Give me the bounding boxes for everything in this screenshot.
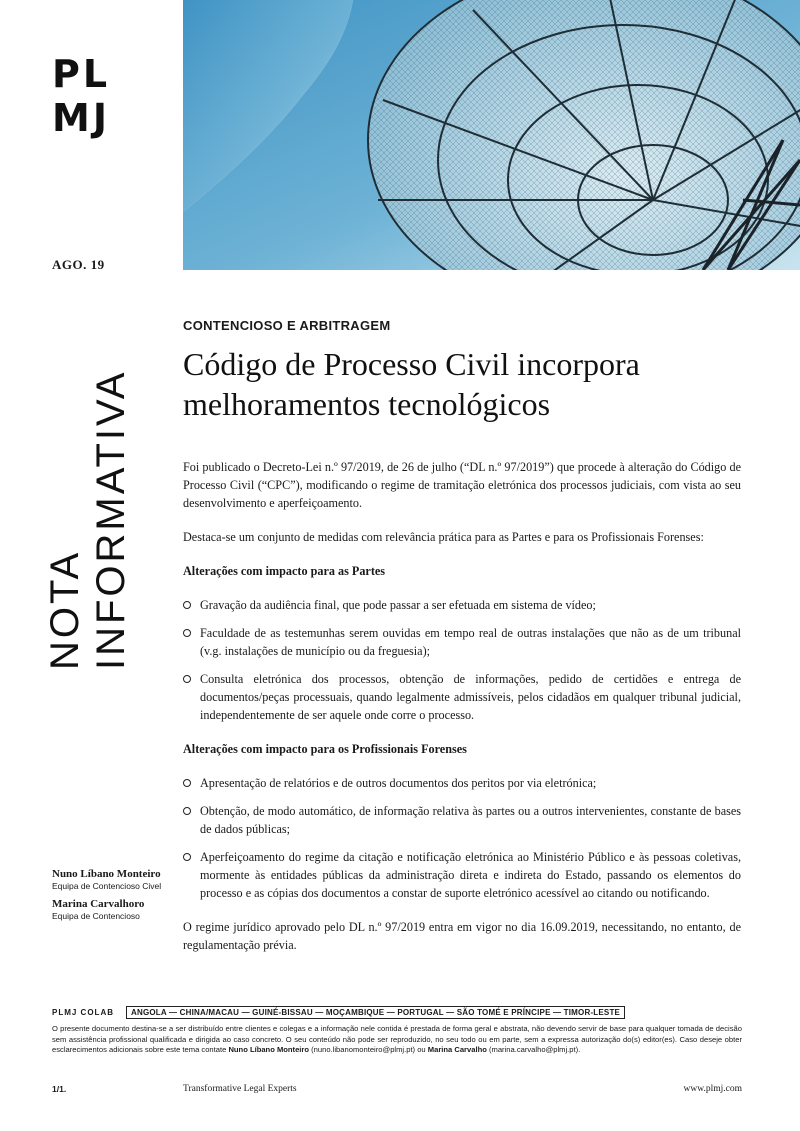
author-entry [52,898,162,922]
parties-list [183,596,741,724]
intro-paragraph: Foi publicado o Decreto-Lei n.º 97/2019, de 26 de julho (“DL n.º 97/2019”) que procede à alteração do Código de Processo Civil (“CPC”), modificando o regime de tramitação eletrónica dos processos judiciais, com vista ao seu desenvolvimento e aperfeiçoamento. [183,460,741,510]
disclaimer-email-1[interactable]: (nuno.libanomonteiro@plmj.pt) [311,1045,416,1054]
list-item-text: Apresentação de relatórios e de outros documentos dos peritos por via eletrónica; [200,776,597,790]
article-body [183,458,741,970]
list-item-text: Faculdade de as testemunhas serem ouvidas em tempo real de outras instalações que não as de um tribunal (v.g. instalações de município ou da freguesia); [200,626,741,658]
disclaimer-contact-1: Nuno Líbano Monteiro [228,1045,310,1054]
bullet-circle-icon [183,779,191,787]
professionals-section-heading: Alterações com impacto para os Profissionais Forenses [183,742,467,756]
conclusion-paragraph: O regime jurídico aprovado pelo DL n.º 97/2019 entra em vigor no dia 16.09.2019, necessitando, no entanto, de regulamentação prévia. [183,920,741,952]
disclaimer-connector: ou [415,1045,428,1054]
list-item-text: Aperfeiçoamento do regime da citação e notificação eletrónica ao Ministério Público e às pessoas coletivas, mormente às entidades públicas da administração direta e indireta do Estado, passando os elementos do processo e as cópias dos documentos a constar de suporte eletrónico acessível ao citando ou notificando. [200,850,741,900]
list-item [183,848,741,902]
bullet-circle-icon [183,629,191,637]
author-entry [52,868,162,892]
highlight-paragraph: Destaca-se um conjunto de medidas com relevância prática para as Partes e para os Profissionais Forenses: [183,530,704,544]
list-item [183,596,741,614]
hero-image-radar-dome [183,0,800,270]
disclaimer-end: . [578,1045,581,1054]
list-item [183,802,741,838]
list-item [183,624,741,660]
colab-bar [52,1006,625,1019]
disclaimer-email-2[interactable]: (marina.carvalho@plmj.pt) [488,1045,579,1054]
practice-area-category: CONTENCIOSO E ARBITRAGEM [183,318,391,333]
bullet-circle-icon [183,807,191,815]
vertical-label-line-1: NOTA [43,549,87,670]
colab-countries: ANGOLA — CHINA/MACAU — GUINÉ-BISSAU — MOÇAMBIQUE — PORTUGAL — SÃO TOMÉ E PRÍNCIPE — TIMOR-LESTE [126,1006,625,1019]
bullet-circle-icon [183,601,191,609]
footer-tagline: Transformative Legal Experts [183,1084,297,1094]
logo-line-2: MJ [52,96,110,140]
legal-disclaimer [52,1024,742,1056]
website-link[interactable]: www.plmj.com [683,1084,742,1094]
issue-date: AGO. 19 [52,257,105,272]
document-title [183,344,743,424]
disclaimer-contact-2: Marina Carvalho [427,1045,487,1054]
list-item [183,774,741,792]
professionals-list [183,774,741,902]
bullet-circle-icon [183,675,191,683]
list-item-text: Gravação da audiência final, que pode passar a ser efetuada em sistema de vídeo; [200,598,596,612]
parties-section-heading: Alterações com impacto para as Partes [183,564,386,578]
author-team: Equipa de Contencioso [52,910,140,921]
author-team: Equipa de Contencioso Civel [52,881,162,891]
author-name: Marina Carvalhoro [52,897,145,910]
authors-block [52,868,162,927]
list-item [183,670,741,724]
list-item-text: Obtenção, de modo automático, de informação relativa às partes ou a outros intervenientes, constante de bases de dados públicas; [200,804,741,836]
author-name: Nuno Líbano Monteiro [52,868,161,880]
list-item-text: Consulta eletrónica dos processos, obtenção de informações, pedido de certidões e entrega de documentos/peças processuais, quando legalmente admissíveis, pelos cidadãos em qualquer tribunal judicial, independentemente de ser aquele onde corre o processo. [200,672,741,722]
bullet-circle-icon [183,853,191,861]
plmj-logo [52,52,132,140]
title-line-2: melhoramentos tecnológicos [183,386,551,422]
disclaimer-text: O presente documento destina-se a ser distribuído entre clientes e colegas e a informação nele contida é prestada de forma geral e abstrata, não devendo servir de base para qualquer tomada de decisão sem assistência profissional qualificada e dirigida ao caso concreto. O seu conteúdo não pode ser reproduzido, no seu todo ou em parte, sem a expressa autorização do(s) editor(es). Caso deseje obter esclarecimentos adicionais sobre este tema contate [52,1024,742,1054]
vertical-label-line-2: INFORMATIVA [89,369,133,670]
logo-line-1: PL [52,52,111,96]
vertical-label-nota-informativa [42,370,134,670]
colab-brand: PLMJ COLAB [52,1008,114,1017]
title-line-1: Código de Processo Civil incorpora [183,346,640,382]
page-number: 1/1. [52,1084,67,1094]
